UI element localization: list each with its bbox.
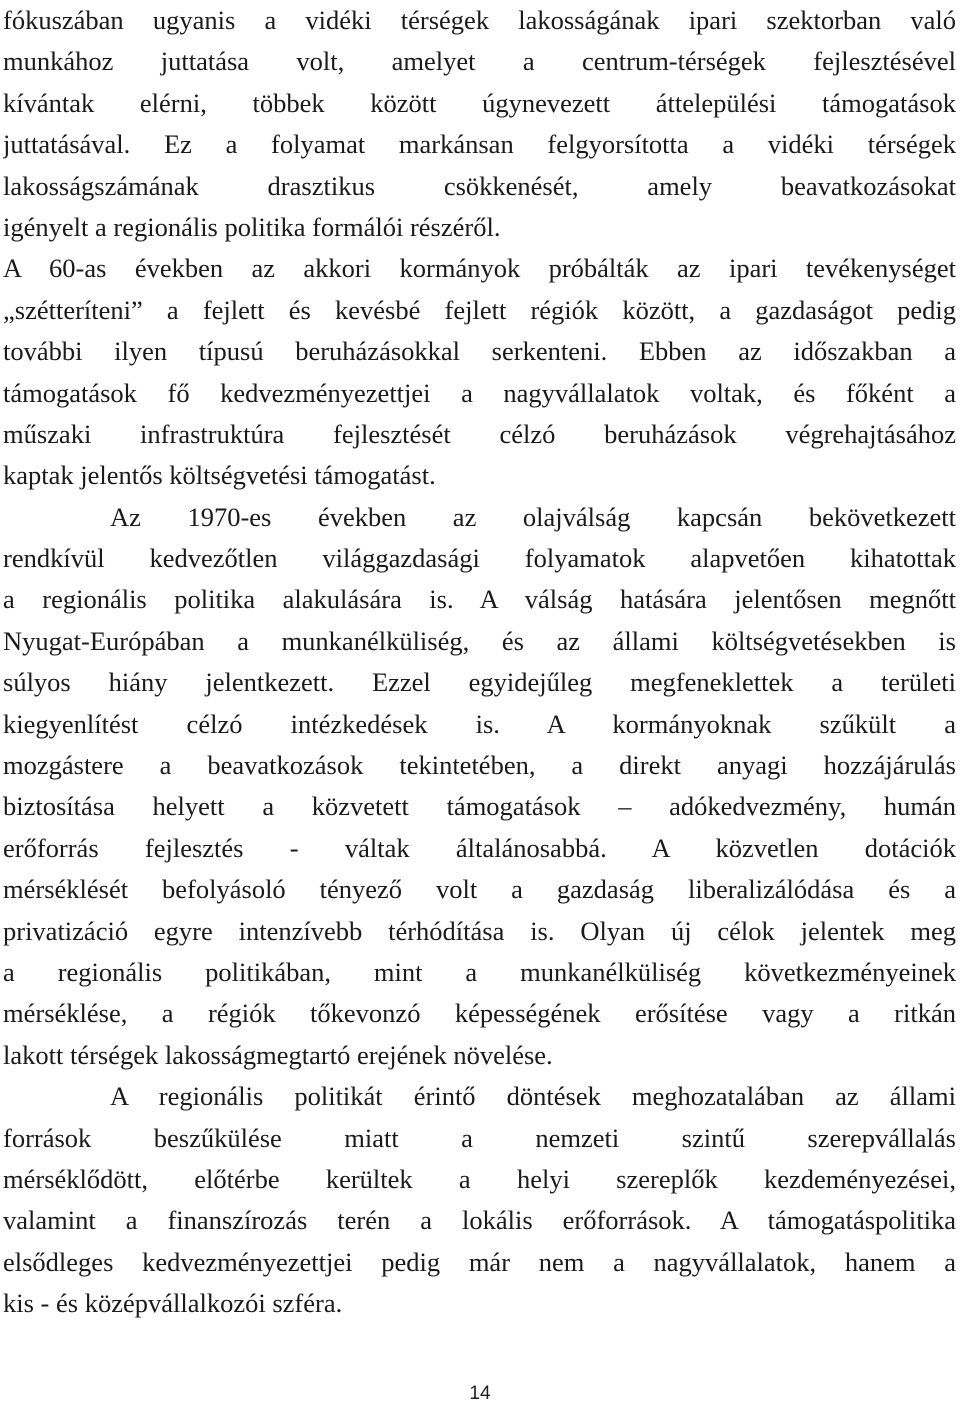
paragraph-first-line: A regionális politikát érintő döntések meghozatalában az állami (110, 1081, 956, 1112)
text-line: rendkívül kedvezőtlen világgazdasági folyamatok alapvetően kihatottak (3, 543, 956, 574)
text-line: műszaki infrastruktúra fejlesztését célzó beruházások végrehajtásához (3, 418, 956, 449)
text-line: mérséklődött, előtérbe kerültek a helyi szereplők kezdeményezései, (3, 1163, 956, 1194)
text-line: A 60-as években az akkori kormányok próbálták az ipari tevékenységet (3, 253, 956, 284)
paragraph-end-line: kis - és középvállalkozói szféra. (3, 1288, 343, 1319)
text-line: biztosítása helyett a közvetett támogatások – adókedvezmény, humán (3, 791, 956, 822)
text-line: források beszűkülése miatt a nemzeti szintű szerepvállalás (3, 1122, 956, 1153)
text-line: privatizáció egyre intenzívebb térhódítása is. Olyan új célok jelentek meg (3, 915, 956, 946)
paragraph-end-line: igényelt a regionális politika formálói részéről. (3, 211, 501, 242)
document-body (3, 0, 956, 1325)
text-line: juttatásával. Ez a folyamat markánsan felgyorsította a vidéki térségek (3, 129, 956, 160)
text-line: erőforrás fejlesztés - váltak általánosabbá. A közvetlen dotációk (3, 832, 956, 863)
text-line: „szétteríteni” a fejlett és kevésbé fejlett régiók között, a gazdaságot pedig (3, 294, 956, 325)
text-line: mozgástere a beavatkozások tekintetében, a direkt anyagi hozzájárulás (3, 750, 956, 781)
paragraph-end-line: lakott térségek lakosságmegtartó erejének növelése. (3, 1039, 553, 1070)
text-line: valamint a finanszírozás terén a lokális erőforrások. A támogatáspolitika (3, 1205, 956, 1236)
text-line: a regionális politikában, mint a munkanélküliség következményeinek (3, 956, 956, 987)
text-line: támogatások fő kedvezményezettjei a nagyvállalatok voltak, és főként a (3, 377, 956, 408)
text-line: lakosságszámának drasztikus csökkenését, amely beavatkozásokat (3, 170, 956, 201)
text-line: fókuszában ugyanis a vidéki térségek lakosságának ipari szektorban való (3, 5, 956, 35)
text-line: kívántak elérni, többek között úgynevezett áttelepülési támogatások (3, 87, 956, 118)
paragraph-first-line: Az 1970-es években az olajválság kapcsán bekövetkezett (110, 501, 956, 532)
text-line: kiegyenlítést célzó intézkedések is. A kormányoknak szűkült a (3, 708, 956, 739)
page-number: 14 (469, 1383, 491, 1404)
text-line: a regionális politika alakulására is. A válság hatására jelentősen megnőtt (3, 584, 956, 615)
paragraph-end-line: kaptak jelentős költségvetési támogatást. (3, 460, 436, 491)
text-line: munkához juttatása volt, amelyet a centrum-térségek fejlesztésével (3, 46, 956, 77)
text-line: Nyugat-Európában a munkanélküliség, és az állami költségvetésekben is (3, 625, 956, 656)
text-line: mérséklését befolyásoló tényező volt a gazdaság liberalizálódása és a (3, 874, 956, 905)
text-line: mérséklése, a régiók tőkevonzó képességének erősítése vagy a ritkán (3, 998, 956, 1029)
text-line: elsődleges kedvezményezettjei pedig már nem a nagyvállalatok, hanem a (3, 1246, 956, 1277)
text-line: további ilyen típusú beruházásokkal serkenteni. Ebben az időszakban a (3, 336, 956, 367)
text-line: súlyos hiány jelentkezett. Ezzel egyidejűleg megfeneklettek a területi (3, 667, 956, 698)
